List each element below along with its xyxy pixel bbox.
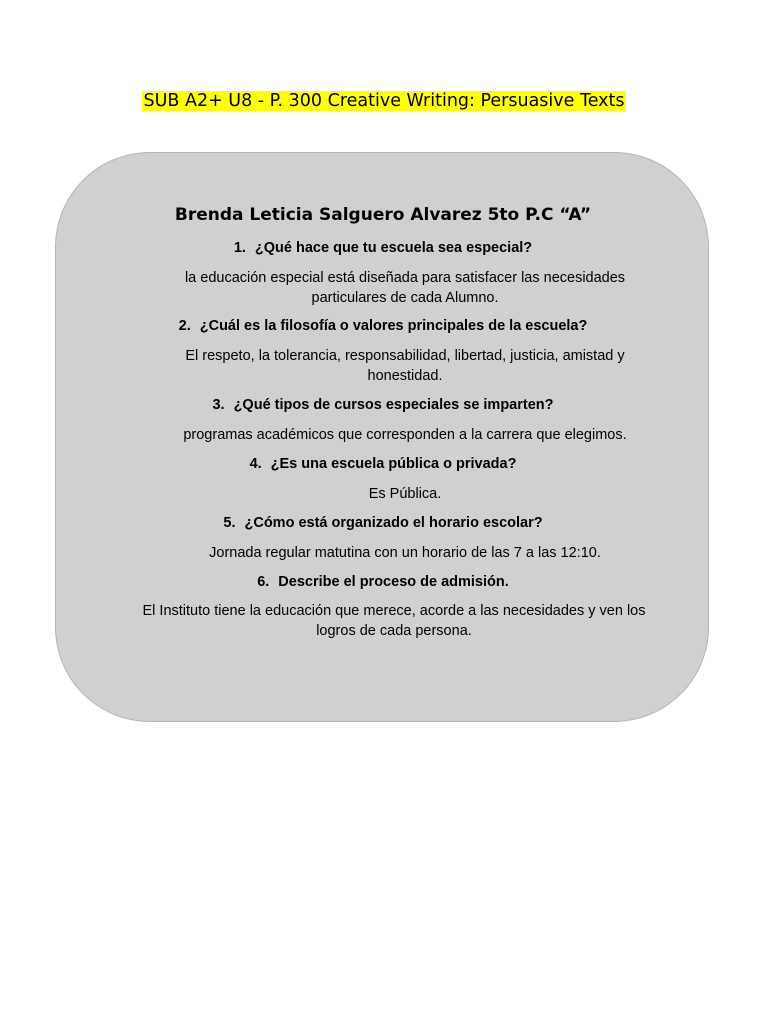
question-text: Describe el proceso de admisión. — [278, 574, 509, 590]
question-number: 5. — [223, 515, 236, 531]
question-4 — [56, 454, 710, 474]
answer-6: El Instituto tiene la educación que merece, acorde a las necesidades y ven los logros de cada persona. — [142, 603, 646, 639]
answer-4: Es Pública. — [368, 486, 442, 502]
question-1 — [56, 238, 710, 258]
question-number: 6. — [257, 574, 270, 590]
content-card — [55, 152, 709, 722]
author-heading: Brenda Leticia Salguero Alvarez 5to P.C “A” — [174, 205, 592, 225]
question-text: ¿Cómo está organizado el horario escolar? — [244, 515, 543, 531]
question-5 — [56, 513, 710, 533]
question-text: ¿Cuál es la filosofía o valores principales de la escuela? — [199, 318, 588, 334]
question-text: ¿Es una escuela pública o privada? — [270, 456, 517, 472]
document-title — [0, 89, 768, 113]
question-text: ¿Qué tipos de cursos especiales se imparten? — [233, 397, 554, 413]
question-number: 4. — [249, 456, 262, 472]
question-2 — [56, 316, 710, 336]
question-6 — [56, 572, 710, 592]
question-number: 1. — [233, 240, 246, 256]
answer-1: la educación especial está diseñada para satisfacer las necesidades particulares de cada Alumno. — [184, 270, 626, 306]
answer-2: El respeto, la tolerancia, responsabilidad, libertad, justicia, amistad y honestidad. — [185, 348, 625, 384]
answer-3: programas académicos que corresponden a la carrera que elegimos. — [183, 427, 627, 443]
highlighted-title-text: SUB A2+ U8 - P. 300 Creative Writing: Persuasive Texts — [143, 91, 625, 111]
answer-5: Jornada regular matutina con un horario de las 7 a las 12:10. — [209, 545, 601, 561]
question-3 — [56, 395, 710, 415]
question-text: ¿Qué hace que tu escuela sea especial? — [254, 240, 533, 256]
question-number: 3. — [212, 397, 225, 413]
question-number: 2. — [178, 318, 191, 334]
